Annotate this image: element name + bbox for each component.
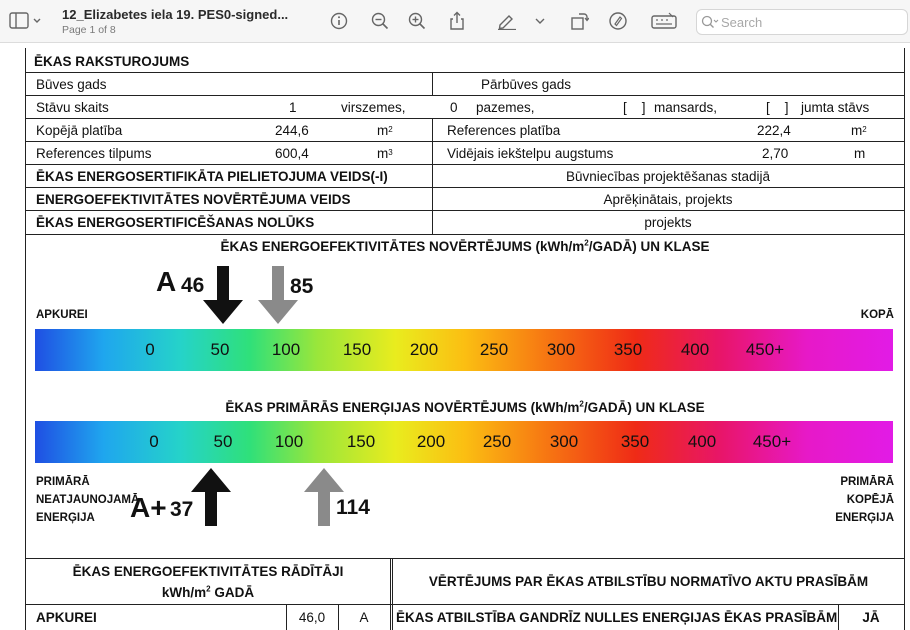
total-value: 85 (290, 275, 314, 298)
roof-floor-label: jumta stāvs (801, 99, 870, 115)
reference-area-label: References platība (447, 122, 561, 138)
preview-toolbar (0, 0, 910, 43)
annotate-button[interactable] (607, 11, 629, 31)
floors-below-value: 0 (450, 99, 458, 115)
floors-above-label: virszemes, (341, 99, 406, 115)
construction-year-label: Būves gads (36, 76, 107, 92)
heating-indicator-label: APKUREI (36, 609, 97, 625)
certificate-use-value: Būvniecības projektēšanas stadijā (565, 168, 771, 184)
scale-tick: 300 (546, 340, 576, 359)
search-input[interactable] (719, 14, 903, 31)
share-button[interactable] (446, 11, 468, 31)
info-button[interactable] (328, 11, 350, 31)
nzeb-compliance-value: JĀ (862, 609, 880, 625)
nzeb-compliance-label: ĒKAS ATBILSTĪBA GANDRĪZ NULLES ENERĢIJAS ĒKAS PRASĪBĀM (396, 609, 838, 625)
primary-nonrenewable-label: PRIMĀRĀ NEATJAUNOJAMĀ ENERĢIJA (36, 476, 140, 524)
primary-energy-scale-title: ĒKAS PRIMĀRĀS ENERĢIJAS NOVĒRTĒJUMS $(kWh/m^2/GADĀ)$ UN KLASE (225, 399, 705, 415)
info-icon (330, 12, 348, 30)
scale-tick: 150 (342, 340, 372, 359)
scale-tick: 0 (145, 340, 155, 359)
scale-tick: 350 (613, 340, 643, 359)
mansard-label: mansards, (654, 99, 718, 115)
total-area-label: Kopējā platība (36, 122, 123, 138)
scale-tick: 250 (479, 340, 509, 359)
zoom-out-button[interactable] (369, 11, 391, 31)
mansard-checkbox: [ ] (623, 99, 646, 115)
rotate-icon (569, 11, 589, 31)
reference-volume-unit: m 3 (377, 145, 393, 161)
energy-class-scale-bar (35, 329, 893, 371)
volume-row (26, 142, 904, 165)
indicators-title: ĒKAS ENERGOEFEKTIVITĀTES RĀDĪTĀJI (72, 563, 344, 579)
primary-total-label: PRIMĀRĀ KOPĒJĀ ENERĢIJA (835, 476, 894, 524)
assessment-type-row (26, 188, 904, 211)
avg-height-label: Vidējais iekštelpu augstums (447, 145, 614, 161)
document-page (25, 48, 905, 630)
document-title: 12_Elizabetes iela 19. PES0-signed... (62, 7, 289, 22)
primary-total-value: 114 (336, 496, 370, 519)
scale-tick: 0 (149, 432, 159, 451)
assessment-type-value: Aprēķinātais, projekts (603, 191, 733, 207)
scale-tick: 100 (271, 340, 301, 359)
scale-tick: 150 (346, 432, 376, 451)
zoom-in-button[interactable] (406, 11, 428, 31)
reference-volume-label: References tilpums (36, 145, 152, 161)
heating-arrow (201, 266, 245, 326)
area-row (26, 119, 904, 142)
scale-tick: 250 (482, 432, 512, 451)
sidebar-toggle-button[interactable] (9, 11, 41, 31)
construction-year-row (26, 73, 904, 96)
scale-tick: 350 (620, 432, 650, 451)
heating-value: 46 (181, 274, 205, 297)
zoom-out-icon (371, 12, 389, 30)
floors-row (26, 96, 904, 119)
rotate-button[interactable] (568, 11, 590, 31)
primary-energy-scale-bar (35, 421, 893, 463)
reference-area-unit: m 2 (851, 122, 867, 138)
certification-purpose-row (26, 211, 904, 235)
assessment-type-label: ENERGOEFEKTIVITĀTES NOVĒRTĒJUMA VEIDS (36, 191, 351, 207)
scale-tick: 50 (213, 432, 233, 451)
floors-label: Stāvu skaits (36, 99, 109, 115)
scale-tick: 200 (416, 432, 446, 451)
building-characteristics-heading: ĒKAS RAKSTUROJUMS (34, 53, 190, 69)
reference-volume-value: 600,4 (275, 145, 309, 161)
sidebar-icon (9, 12, 41, 30)
scale-tick: 50 (210, 340, 230, 359)
search-icon (701, 15, 719, 35)
indicators-header (26, 559, 390, 604)
markup-circle-icon (608, 11, 628, 31)
total-scale-label: KOPĀ (860, 309, 894, 321)
avg-height-unit: m (854, 145, 866, 161)
primary-nonrenewable-value: 37 (170, 498, 194, 521)
scale-tick: 300 (549, 432, 579, 451)
heating-indicator-class: A (359, 609, 369, 625)
markup-menu-button[interactable] (531, 11, 549, 31)
scale-tick: 200 (409, 340, 439, 359)
energy-efficiency-scale-title: ĒKAS ENERGOEFEKTIVITĀTES NOVĒRTĒJUMS $(kWh/m^2/GADĀ)$ UN KLASE (220, 238, 710, 254)
certification-purpose-label: ĒKAS ENERGOSERTIFICĒŠANAS NOLŪKS (36, 215, 315, 230)
form-fill-button[interactable] (650, 11, 678, 31)
scale-tick: 400 (687, 432, 717, 451)
chevron-down-icon (534, 16, 546, 26)
page-indicator: Page 1 of 8 (62, 24, 116, 36)
heating-scale-label: APKUREI (36, 309, 88, 321)
certificate-use-row (26, 165, 904, 188)
reconstruction-year-label: Pārbūves gads (481, 76, 572, 92)
indicators-unit: kWh/$m^2$ GADĀ (161, 584, 255, 600)
certificate-use-label: ĒKAS ENERGOSERTIFIKĀTA PIELIETOJUMA VEIDS(-I) (36, 168, 388, 184)
pen-icon (497, 12, 517, 30)
zoom-in-icon (408, 12, 426, 30)
reference-area-value: 222,4 (757, 122, 791, 138)
floors-below-label: pazemes, (476, 99, 535, 115)
scale-tick: 400 (680, 340, 710, 359)
total-area-unit: m 2 (377, 122, 393, 138)
scale-tick: 450+ (752, 432, 792, 451)
certification-purpose-value: projekts (644, 215, 692, 230)
primary-nonrenewable-class: A+ (130, 492, 167, 523)
total-area-value: 244,6 (275, 122, 309, 138)
markup-button[interactable] (496, 11, 518, 31)
share-icon (448, 11, 466, 31)
roof-floor-checkbox: [ ] (766, 99, 789, 115)
scale-tick: 100 (274, 432, 304, 451)
scale-tick: 450+ (745, 340, 785, 359)
floors-above-value: 1 (289, 99, 297, 115)
avg-height-value: 2,70 (762, 145, 789, 161)
primary-nonrenewable-arrow (189, 468, 233, 528)
heating-class: A (156, 266, 177, 297)
building-characteristics-heading-row (26, 50, 904, 73)
search-field[interactable] (696, 9, 908, 35)
keyboard-icon (651, 12, 677, 30)
compliance-title: VĒRTĒJUMS PAR ĒKAS ATBILSTĪBU NORMATĪVO AKTU PRASĪBĀM (428, 574, 869, 589)
heating-indicator-value: 46,0 (298, 609, 326, 625)
